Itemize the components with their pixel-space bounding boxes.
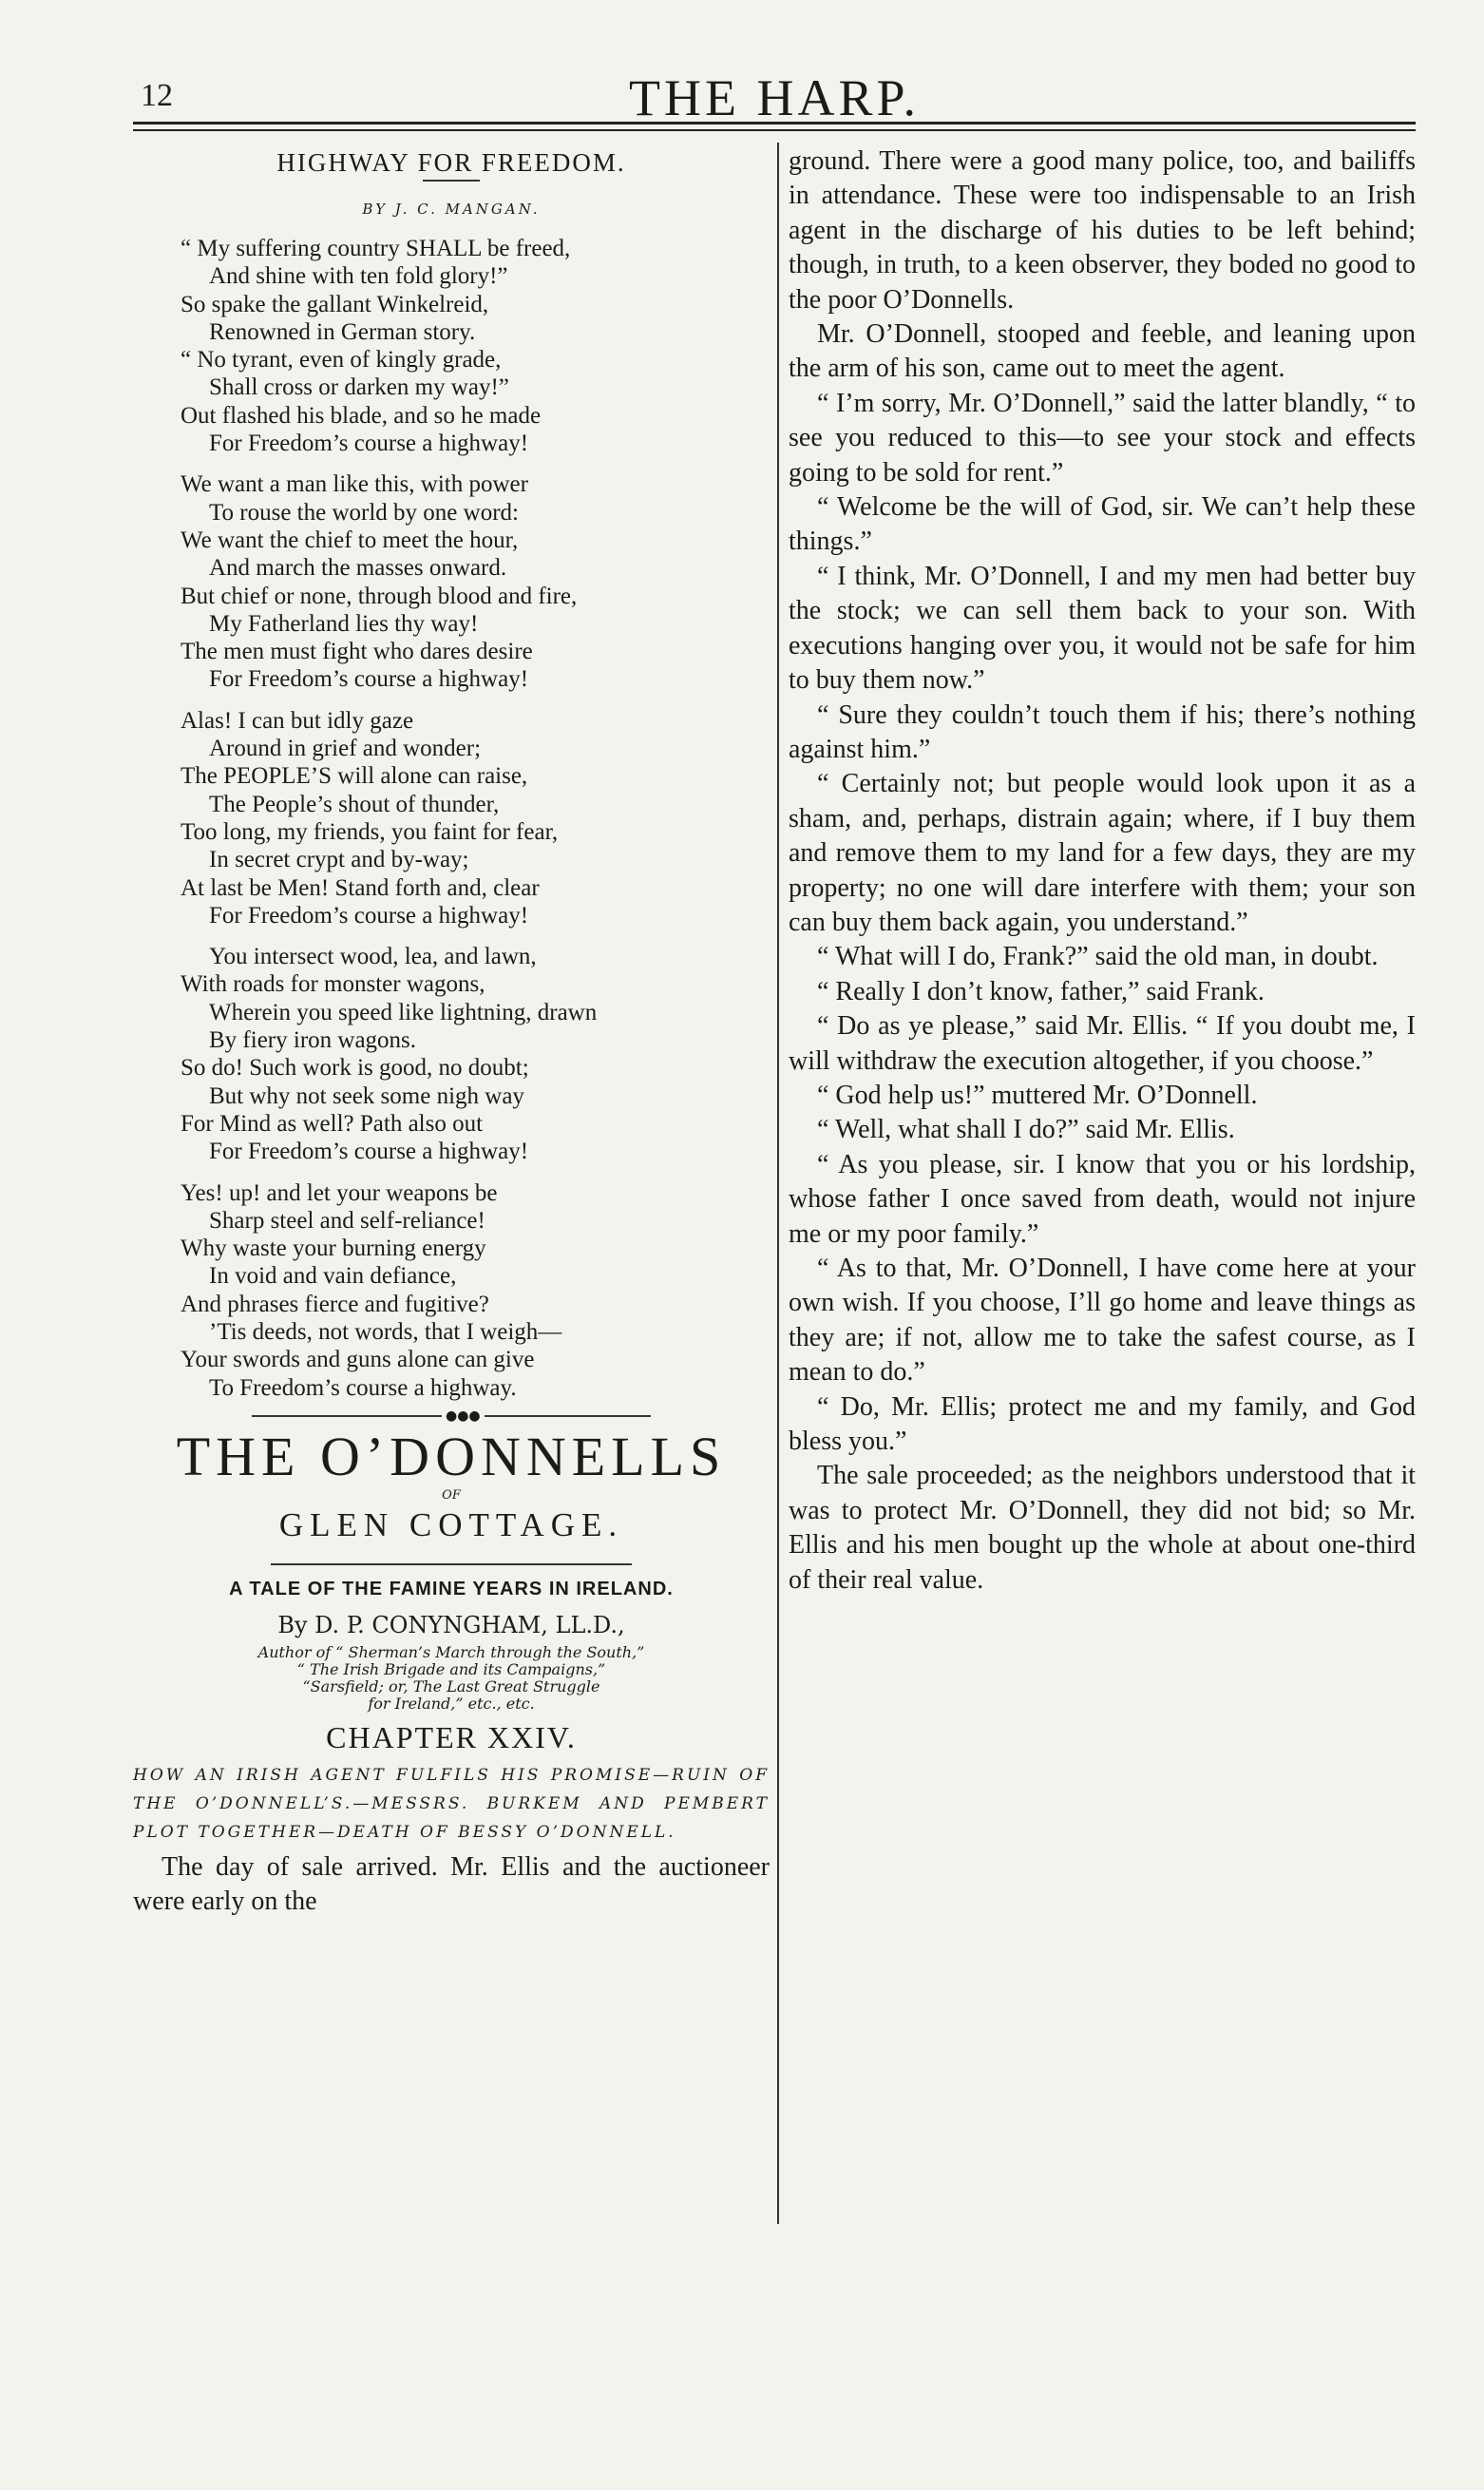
poem-line: But why not seek some nigh way: [209, 1082, 524, 1109]
poem-line: So spake the gallant Winkelreid,: [181, 291, 489, 317]
poem-line: And march the masses onward.: [209, 555, 507, 582]
credit-line: Author of “ Sherman’s March through the South,”: [257, 1642, 645, 1661]
column-divider: [777, 143, 779, 2224]
story-paragraph: “ Sure they couldn’t touch them if his; there’s nothing against him.”: [789, 699, 1416, 764]
story-paragraph: “ I think, Mr. O’Donnell, I and my men had better buy the stock; we can sell them back to your son. With executions hanging over you, it would not be safe for him to buy them now.”: [789, 561, 1416, 696]
chapter-heading: CHAPTER XXIV.: [326, 1719, 577, 1754]
poem-line: Sharp steel and self-reliance!: [209, 1207, 485, 1234]
poem-body: [133, 235, 770, 1402]
story-paragraph: “ Do as ye please,” said Mr. Ellis. “ If you doubt me, I will withdraw the execution altogether, if you choose.”: [789, 1011, 1416, 1076]
poem-line: Wherein you speed like lightning, drawn: [209, 999, 598, 1025]
poem-line: With roads for monster wagons,: [181, 971, 485, 998]
header-rule: [133, 122, 1416, 124]
poem-line: Too long, my friends, you faint for fear,: [181, 818, 559, 845]
poem-line: Renowned in German story.: [209, 318, 476, 345]
poem-line: The men must fight who dares desire: [181, 639, 533, 665]
masthead-title: THE HARP.: [628, 69, 921, 126]
story-paragraph: “ As you please, sir. I know that you or his lordship, whose father I once saved from death, would not injure me or my poor family.”: [789, 1149, 1416, 1249]
poem-stanza: [181, 470, 770, 693]
story-paragraph: Mr. O’Donnell, stooped and feeble, and leaning upon the arm of his son, came out to meet the agent.: [789, 319, 1416, 384]
title-rule: [423, 180, 480, 182]
story-paragraph: “ What will I do, Frank?” said the old man, in doubt.: [817, 942, 1379, 972]
poem-line: In void and vain defiance,: [209, 1263, 457, 1290]
poem-line: For Freedom’s course a highway!: [209, 666, 529, 693]
poem-line: In secret crypt and by-way;: [209, 847, 469, 873]
poem-line: The PEOPLE’S will alone can raise,: [181, 763, 528, 790]
poem-line: Alas! I can but idly gaze: [181, 707, 414, 734]
poem-line: To rouse the world by one word:: [209, 499, 519, 526]
poem-line: Shall cross or darken my way!”: [209, 374, 509, 401]
poem-stanza: [181, 707, 770, 929]
chapter-synopsis: HOW AN IRISH AGENT FULFILS HIS PROMISE—RUIN OF THE O’DONNELL’S.—MESSRS. BURKEM AND PEMBERT PLOT TOGETHER—DEATH OF BESSY O’DONNELL.: [133, 1765, 770, 1842]
credit-line: “Sarsfield; or, The Last Great Struggle: [302, 1676, 600, 1695]
poem-line: The People’s shout of thunder,: [209, 791, 500, 817]
poem-line: By fiery iron wagons.: [209, 1027, 417, 1054]
story-paragraph: “ God help us!” muttered Mr. O’Donnell.: [817, 1080, 1258, 1110]
poem-line: Yes! up! and let your weapons be: [181, 1179, 498, 1206]
poem-line: To Freedom’s course a highway.: [209, 1374, 517, 1401]
poem-line: For Freedom’s course a highway!: [209, 1139, 529, 1165]
poem-line: Around in grief and wonder;: [209, 736, 482, 762]
page-header: [133, 68, 1416, 135]
poem-title: HIGHWAY FOR FREEDOM.: [276, 148, 626, 177]
poem-line: Why waste your burning energy: [181, 1235, 486, 1262]
poem-line: Your swords and guns alone can give: [181, 1347, 535, 1373]
poem-line: “ No tyrant, even of kingly grade,: [181, 347, 502, 374]
poem-line: We want a man like this, with power: [181, 471, 528, 498]
serial-subtitle: GLEN COTTAGE.: [278, 1505, 624, 1543]
credit-line: “ The Irish Brigade and its Campaigns,”: [296, 1659, 606, 1678]
author-credits: [133, 1644, 770, 1713]
poem-stanza: [181, 943, 770, 1165]
ornamental-rule: ●●●: [252, 1415, 651, 1417]
poem-line: “ My suffering country SHALL be freed,: [181, 236, 571, 261]
story-paragraph: “ Really I don’t know, father,” said Frank.: [817, 976, 1265, 1006]
serial-title: THE O’DONNELLS: [176, 1425, 727, 1487]
tale-description: A TALE OF THE FAMINE YEARS IN IRELAND.: [229, 1578, 674, 1599]
poem-line: For Freedom’s course a highway!: [209, 431, 529, 457]
story-paragraph: “ Welcome be the will of God, sir. We can’t help these things.”: [789, 492, 1416, 557]
page-number: 12: [141, 78, 173, 113]
serial-of: OF: [442, 1487, 461, 1503]
poem-line: Out flashed his blade, and so he made: [181, 402, 542, 429]
poem-line: My Fatherland lies thy way!: [209, 610, 479, 637]
serial-rule: [271, 1563, 632, 1565]
poem-line: We want the chief to meet the hour,: [181, 527, 519, 553]
serial-author: By D. P. CONYNGHAM, LL.D.,: [277, 1611, 625, 1638]
poem-line: And shine with ten fold glory!”: [209, 263, 508, 290]
poem-stanza: [181, 235, 770, 457]
poem-stanza: [181, 1179, 770, 1402]
left-column: [133, 143, 770, 1920]
story-paragraph: “ I’m sorry, Mr. O’Donnell,” said the latter blandly, “ to see you reduced to this—to see your stock and effects going to be sold for rent.”: [789, 388, 1416, 488]
story-paragraph: “ Well, what shall I do?” said Mr. Ellis.: [817, 1115, 1235, 1145]
poem-line: So do! Such work is good, no doubt;: [181, 1055, 529, 1082]
story-paragraph: “ Do, Mr. Ellis; protect me and my family, and God bless you.”: [789, 1391, 1416, 1457]
story-paragraph: The sale proceeded; as the neighbors understood that it was to protect Mr. O’Donnell, they did not bid; so Mr. Ellis and his men bought up the whole at about one-third of their real value.: [789, 1461, 1416, 1595]
story-paragraph: “ As to that, Mr. O’Donnell, I have come here at your own wish. If you choose, I’ll go home and leave things as they are; if not, allow me to take the safest course, as I mean to do.”: [789, 1254, 1416, 1388]
poem-line: For Mind as well? Path also out: [181, 1110, 484, 1137]
poem-byline: BY J. C. MANGAN.: [362, 201, 541, 218]
poem-line: You intersect wood, lea, and lawn,: [209, 944, 537, 970]
header-rule-secondary: [133, 129, 1416, 131]
poem-line: ’Tis deeds, not words, that I weigh—: [209, 1318, 562, 1345]
chapter-opening: The day of sale arrived. Mr. Ellis and the auctioneer were early on the: [133, 1851, 770, 1917]
poem-line: At last be Men! Stand forth and, clear: [181, 874, 540, 901]
poem-line: For Freedom’s course a highway!: [209, 902, 529, 929]
poem-line: And phrases fierce and fugitive?: [181, 1291, 489, 1317]
story-paragraph: ground. There were a good many police, too, and bailiffs in attendance. These were too indispensable to an Irish agent in the discharge of his duties to be left behind; though, in truth, to a keen observer, they boded no good to the poor O’Donnells.: [789, 146, 1416, 315]
story-paragraph: “ Certainly not; but people would look upon it as a sham, and, perhaps, distrain again; where, if I buy them and remove them to my land for a few days, they are my property; no one will dare interfere with them; your son can buy them back again, you understand.”: [789, 769, 1416, 937]
right-column: [789, 144, 1416, 1598]
poem-line: But chief or none, through blood and fire,: [181, 583, 578, 609]
credit-line: for Ireland,” etc., etc.: [368, 1694, 535, 1713]
